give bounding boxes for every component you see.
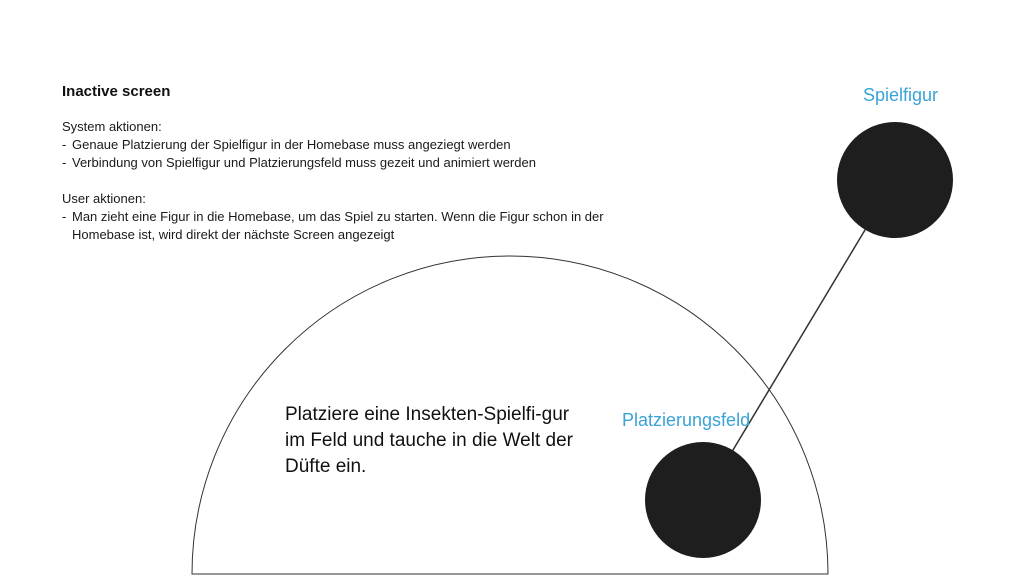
platzierungsfeld-circle[interactable] bbox=[645, 442, 761, 558]
spielfigur-label: Spielfigur bbox=[863, 85, 939, 105]
system-actions-heading: System aktionen: bbox=[62, 119, 162, 134]
platzierungsfeld-label: Platzierungsfeld bbox=[622, 410, 751, 430]
system-action-item: - Verbindung von Spielfigur und Platzierungsfeld muss gezeit und animiert werden bbox=[62, 154, 662, 172]
user-actions-heading: User aktionen: bbox=[62, 191, 146, 206]
tagline-text: Platziere eine Insekten-Spielfi-gur im Feld und tauche in die Welt der Düfte ein. bbox=[285, 404, 573, 477]
user-action-item: - Man zieht eine Figur in die Homebase, um das Spiel zu starten. Wenn die Figur schon in der Homebase ist, wird direkt der nächste Screen angezeigt bbox=[62, 208, 662, 244]
screen-title: Inactive screen bbox=[62, 83, 171, 100]
system-action-item: - Genaue Platzierung der Spielfigur in der Homebase muss angeziegt werden bbox=[62, 136, 662, 154]
spielfigur-circle[interactable] bbox=[837, 122, 953, 238]
